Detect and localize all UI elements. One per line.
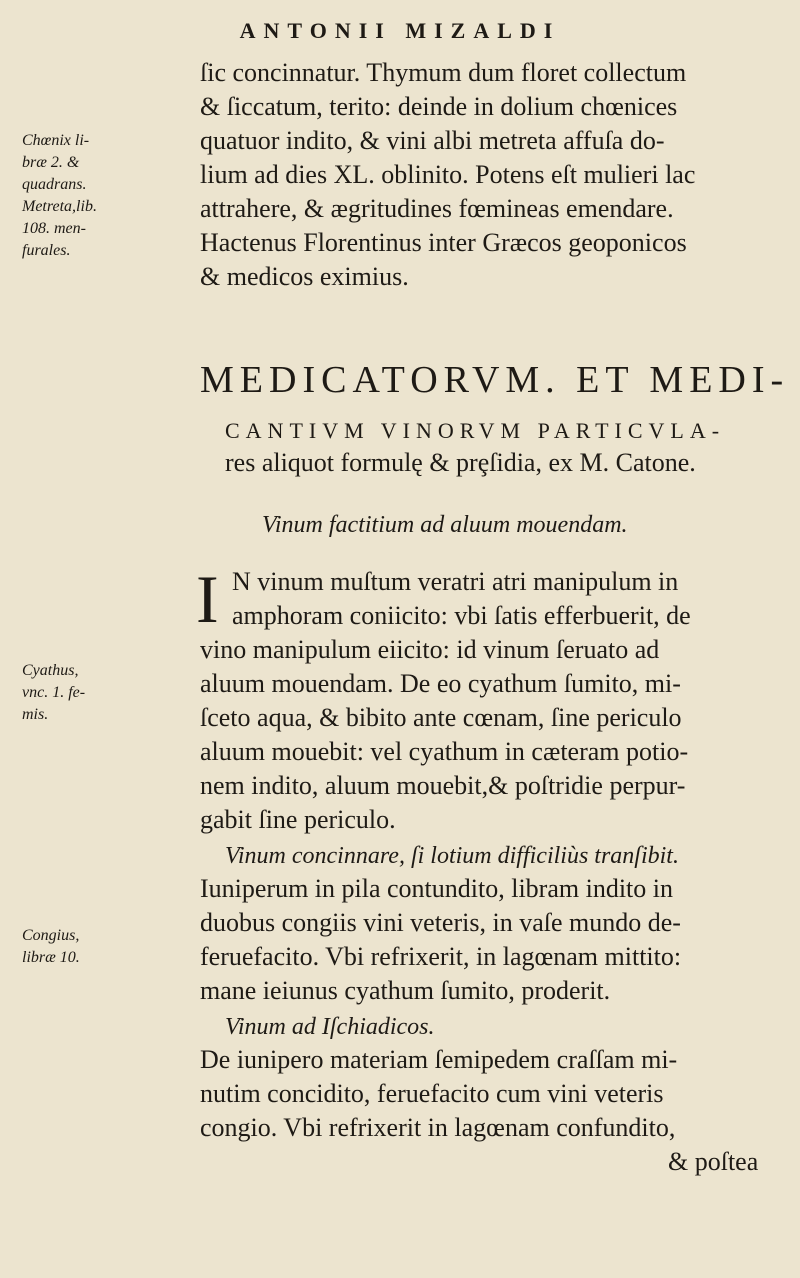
text-line: nem indito, aluum mouebit,& poſtridie perpur- <box>200 771 686 800</box>
text-line: lium ad dies XL. oblinito. Potens eſt mulieri lac <box>200 160 696 189</box>
side-note-cyathus <box>22 660 172 726</box>
text-line: Hactenus Florentinus inter Græcos geoponicos <box>200 228 687 257</box>
text-line: ſic concinnatur. Thymum dum floret collectum <box>200 58 687 87</box>
side-note-line: bræ 2. & <box>22 154 80 171</box>
drop-cap: I <box>196 561 219 637</box>
text-line: gabit ſine periculo. <box>200 805 396 834</box>
text-line: nutim concidito, feruefacito cum vini veteris <box>200 1079 664 1108</box>
text-line: amphoram coniicito: vbi ſatis efferbuerit, de <box>232 601 691 630</box>
text-line: N vinum muſtum veratri atri manipulum in <box>232 567 679 596</box>
text-line: attrahere, & ægritudines fœmineas emendare. <box>200 194 674 223</box>
side-note-line: libræ 10. <box>22 949 80 966</box>
section-subheading-line: res aliquot formulę & prȩſidia, ex M. Catone. <box>225 448 696 477</box>
text-line: duobus congiis vini veteris, in vaſe mundo de- <box>200 908 681 937</box>
side-note-line: Congius, <box>22 927 80 944</box>
text-line: aluum mouebit: vel cyathum in cæteram potio- <box>200 737 689 766</box>
catchword: & poſtea <box>668 1147 759 1176</box>
text-line: feruefacito. Vbi refrixerit, in lagœnam mittito: <box>200 942 682 971</box>
side-note-line: Metreta,lib. <box>22 198 97 215</box>
section-heading: MEDICATORVM. ET MEDI- <box>200 359 790 401</box>
side-note-line: Chœnix li- <box>22 132 90 149</box>
side-note-line: mis. <box>22 706 49 723</box>
recipe-title: Vinum ad Iſchiadicos. <box>225 1014 435 1040</box>
side-note-line: quadrans. <box>22 176 87 193</box>
side-note-choenix <box>22 130 172 262</box>
section-subheading: CANTIVM VINORVM PARTICVLA- <box>225 418 726 443</box>
text-line: De iunipero materiam ſemipedem craſſam mi- <box>200 1045 678 1074</box>
text-line: vino manipulum eiicito: id vinum ſeruato ad <box>200 635 660 664</box>
side-note-line: Cyathus, <box>22 662 79 679</box>
side-note-line: furales. <box>22 242 71 259</box>
text-line: & medicos eximius. <box>200 262 409 291</box>
text-line: & ſiccatum, terito: deinde in dolium chœnices <box>200 92 678 121</box>
text-line: Iuniperum in pila contundito, libram indito in <box>200 874 673 903</box>
recipe-title: Vinum concinnare, ſi lotium difficiliùs tranſibit. <box>225 843 679 869</box>
side-note-line: vnc. 1. fe- <box>22 684 86 701</box>
text-line: aluum mouendam. De eo cyathum ſumito, mi- <box>200 669 681 698</box>
recipe-title: Vinum factitium ad aluum mouendam. <box>262 512 628 538</box>
side-note-congius <box>22 925 172 969</box>
text-line: mane ieiunus cyathum ſumito, proderit. <box>200 976 611 1005</box>
side-note-line: 108. men- <box>22 220 86 237</box>
text-line: congio. Vbi refrixerit in lagœnam confundito, <box>200 1113 676 1142</box>
text-line: quatuor indito, & vini albi metreta affuſa do- <box>200 126 665 155</box>
text-line: ſceto aqua, & bibito ante cœnam, ſine periculo <box>200 703 682 732</box>
running-head: ANTONII MIZALDI <box>239 18 561 43</box>
